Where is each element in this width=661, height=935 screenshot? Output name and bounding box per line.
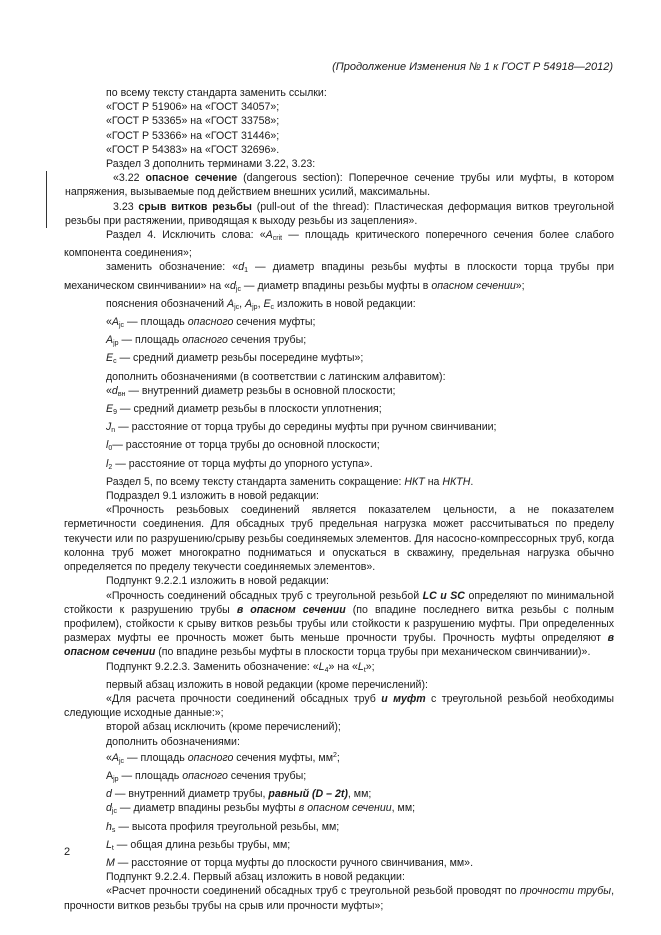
definition-line: $d_{jc}$ — диаметр впадины резьбы муфты в опасном сечении, мм; <box>106 802 416 816</box>
text-line: Подпункт 9.2.2.1 изложить в новой редакции: <box>106 575 329 588</box>
section-5-line: Раздел 5, по всему тексту стандарта заменить сокращение: НКТ на НКТН. <box>106 475 474 488</box>
replace-symbol-line: заменить обозначение: «$d_1$ — диаметр впадины резьбы муфты в плоскости торца трубы при механическом свинчивании» на «$d_{jc}$ — диаметр впадины резьбы муфты в опасном сечении»; <box>64 261 614 293</box>
text-line: Раздел 3 дополнить терминами 3.22, 3.23: <box>106 158 316 171</box>
text-line: «ГОСТ Р 51906» на «ГОСТ 34057»; <box>106 101 280 114</box>
document-body <box>64 86 614 913</box>
definition-line: $l_2$ — расстояние от торца муфты до упорного уступа». <box>106 457 373 471</box>
definition-line: d — внутренний диаметр трубы, равный (D – 2t), мм; <box>106 788 372 801</box>
text-line: дополнить обозначениями (в соответствии с латинским алфавитом): <box>106 370 446 383</box>
section-4-line: Раздел 4. Исключить слова: «$A_{crit}$ — площадь критического поперечного сечения более слабого компонента соединения»; <box>64 229 615 260</box>
text-line: дополнить обозначениями: <box>106 735 240 748</box>
text-line: первый абзац изложить в новой редакции (кроме перечислений): <box>106 678 428 691</box>
final-paragraph: «Расчет прочности соединений обсадных труб с треугольной резьбой проводят по прочности трубы, прочности витков резьбы трубы на срыв или прочности муфты»; <box>64 885 615 912</box>
definition-line: $A_{jp}$ — площадь опасного сечения трубы; <box>106 334 307 348</box>
definition-line: $E_c$ — средний диаметр резьбы посередине муфты»; <box>106 352 364 366</box>
explain-line: пояснения обозначений $A_{jc}$, $A_{jp}$, $E_c$ изложить в новой редакции: <box>106 297 416 311</box>
definition-line: $J_n$ — расстояние от торца трубы до середины муфты при ручном свинчивании; <box>106 421 497 435</box>
text-line: второй абзац исключить (кроме перечислений); <box>106 721 341 734</box>
subclause-9-2-2-3: Подпункт 9.2.2.3. Заменить обозначение: «$L_4$» на «$L_t$»; <box>106 660 375 674</box>
page-number: 2 <box>64 846 71 858</box>
text-line: по всему тексту стандарта заменить ссылки: <box>106 87 327 99</box>
text-line: «ГОСТ Р 53365» на «ГОСТ 33758»; <box>106 115 280 128</box>
paragraph-9-2-2-1: «Прочность соединений обсадных труб с треугольной резьбой LC и SC определяют по минимальной стойкости к разрушению трубы в опасном сечении (по впадине последнего витка резьбы с полным профилем), стойкости к срыву витков резьбы трубы или стойкости к разрушению муфты. При определенных размерах муфты ее прочность может быть меньше прочности трубы. Прочность муфты определяют в опасном сечении (по впадине резьбы муфты в плоскости торца трубы при механическом свинчивании)». <box>64 589 614 659</box>
text-line: Подраздел 9.1 изложить в новой редакции: <box>106 490 319 503</box>
definition-line: $h_s$ — высота профиля треугольной резьбы, мм; <box>106 820 340 834</box>
definition-line: «$A_{jc}$ — площадь опасного сечения муфты; <box>106 316 316 330</box>
definition-line: $A_{jp}$ — площадь опасного сечения трубы; <box>106 769 307 783</box>
term-3-22: «3.22 опасное сечение (dangerous section): Поперечное сечение трубы или муфты, в котором напряжения, вызываемые под действием внешних усилий, максимальны. <box>65 172 614 199</box>
term-3-23: 3.23 срыв витков резьбы (pull-out of the thread): Пластическая деформация витков треугольной резьбы при растяжении, приводящая к выходу резьбы из зацепления». <box>65 200 615 227</box>
calc-paragraph: «Для расчета прочности соединений обсадных труб и муфт с треугольной резьбой необходимы следующие исходные данные:»; <box>64 692 614 720</box>
text-line: «ГОСТ Р 54383» на «ГОСТ 32696». <box>106 143 280 156</box>
definition-line: $E_9$ — средний диаметр резьбы в плоскости уплотнения; <box>106 403 382 417</box>
page-header: (Продолжение Изменения № 1 к ГОСТ Р 54918—2012) <box>332 61 613 73</box>
definition-line: «$A_{jc}$ — площадь опасного сечения муфты, $мм^2$; <box>106 751 340 765</box>
definition-line: M — расстояние от торца муфты до плоскости ручного свинчивания, мм». <box>106 856 474 869</box>
text-line: Подпункт 9.2.2.4. Первый абзац изложить в новой редакции: <box>106 871 405 884</box>
definition-line: $l_0—$ расстояние от торца трубы до основной плоскости; <box>106 439 380 453</box>
paragraph-9-1: «Прочность резьбовых соединений является показателем цельности, а не показателем герметичности соединения. Для обсадных труб предельная нагрузка может рассчитываться по пределу текучести или по разрушению/срыву резьбы соединяемых элементов. Для насосно-компрессорных труб, когда колонна труб может многократно подниматься и опускаться в скважину, предельная нагрузка обычно определяется по пределу текучести соединяемых элементов». <box>64 504 614 574</box>
text-line: «ГОСТ Р 53366» на «ГОСТ 31446»; <box>106 129 280 142</box>
change-bar-block <box>46 171 614 228</box>
definition-line: «$d_{вн}$ — внутренний диаметр резьбы в основной плоскости; <box>106 384 396 398</box>
definition-line: $L_t$ — общая длина резьбы трубы, мм; <box>106 838 291 852</box>
